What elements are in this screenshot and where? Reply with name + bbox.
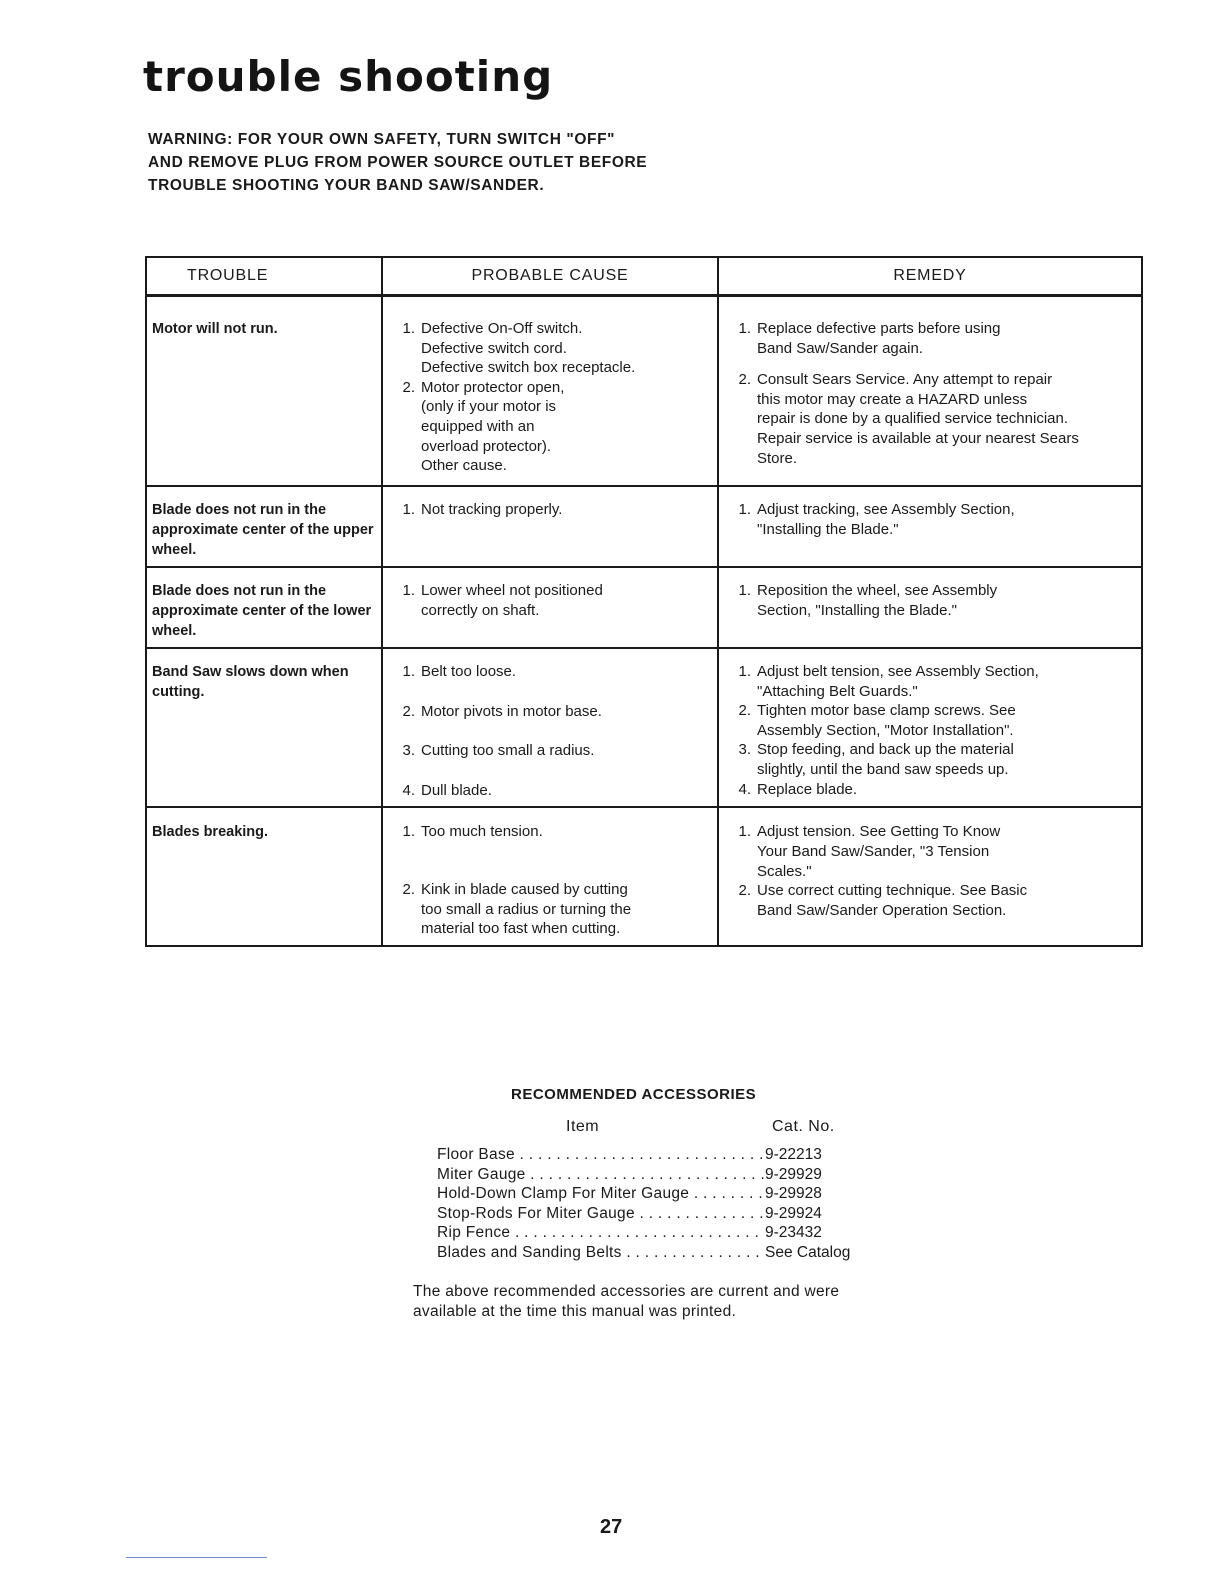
remedy-item [719, 701, 1135, 740]
item-text: Motor pivots in motor base. [421, 702, 602, 720]
safety-warning: WARNING: FOR YOUR OWN SAFETY, TURN SWITCH "OFF" AND REMOVE PLUG FROM POWER SOURCE OUTLET BEFORE TROUBLE SHOOTING YOUR BAND SAW/SANDER. [148, 131, 648, 194]
accessory-cat-no: 9-29928 [765, 1185, 822, 1203]
item-number: 4. [402, 781, 415, 799]
remedy-item [719, 881, 1135, 920]
remedy-cell [718, 567, 1142, 648]
accessories-note: The above recommended accessories are current and were available at the time this manual was printed. [413, 1283, 840, 1320]
list-item [437, 1165, 867, 1185]
item-number: 3. [738, 741, 751, 759]
cause-cell [382, 807, 718, 945]
item-text: Replace defective parts before using Band Saw/Sander again. [757, 320, 1001, 357]
item-number: 1. [402, 823, 415, 841]
accessory-cat-no: 9-29929 [765, 1165, 822, 1183]
item-number: 1. [402, 320, 415, 337]
list-item [437, 1223, 867, 1243]
item-text: Too much tension. [421, 823, 543, 841]
cause-item [383, 581, 711, 620]
item-number: 1. [738, 823, 751, 841]
accessory-cat-no: 9-23432 [765, 1224, 822, 1242]
item-number: 2. [402, 378, 415, 396]
item-number: 4. [738, 780, 751, 798]
accessories-list [437, 1145, 867, 1263]
footer-rule [126, 1557, 267, 1558]
item-text: Defective On-Off switch. Defective switch cord. Defective switch box receptacle. [421, 320, 636, 377]
remedy-item [719, 662, 1135, 701]
item-text: Motor protector open, (only if your motor is equipped with an overload protector). Other cause. [421, 378, 565, 475]
item-text: Not tracking properly. [421, 501, 563, 518]
accessory-name: Blades and Sanding Belts . . . [437, 1243, 765, 1263]
item-text: Cutting too small a radius. [421, 742, 595, 760]
item-text: Reposition the wheel, see Assembly Section, "Installing the Blade." [757, 582, 998, 619]
header-trouble: TROUBLE [146, 257, 382, 296]
accessories-cat-header: Cat. No. [772, 1118, 835, 1135]
item-text: Consult Sears Service. Any attempt to repair this motor may create a HAZARD unless repair is done by a qualified service technician. Repair service is available at your nearest Sears Store. [757, 371, 1079, 467]
table-row [146, 486, 1142, 567]
item-number: 1. [738, 320, 751, 337]
trouble-cell: Blades breaking. [146, 807, 382, 945]
item-number: 2. [738, 882, 751, 900]
item-number: 2. [738, 702, 751, 720]
cause-cell [382, 567, 718, 648]
item-number: 2. [738, 371, 751, 389]
item-text: Adjust tension. See Getting To Know Your Band Saw/Sander, "3 Tension Scales." [757, 823, 1001, 880]
item-number: 1. [738, 582, 751, 599]
accessory-cat-no: 9-29924 [765, 1204, 822, 1222]
item-text: Tighten motor base clamp screws. See Assembly Section, "Motor Installation". [757, 702, 1016, 739]
remedy-cell [718, 648, 1142, 807]
accessory-cat-no: 9-22213 [765, 1146, 822, 1163]
table-row [146, 567, 1142, 648]
accessory-name: Rip Fence . . . [437, 1223, 765, 1243]
item-text: Belt too loose. [421, 663, 517, 680]
remedy-cell [718, 807, 1142, 945]
troubleshooting-table [145, 256, 1143, 947]
cause-item [383, 781, 711, 801]
item-number: 1. [402, 582, 415, 599]
header-remedy: REMEDY [718, 257, 1142, 296]
item-text: Dull blade. [421, 781, 492, 799]
item-number: 1. [402, 501, 415, 518]
table-row [146, 296, 1142, 487]
item-text: Adjust belt tension, see Assembly Section, "Attaching Belt Guards." [757, 663, 1039, 700]
item-number: 1. [738, 663, 751, 680]
accessory-name: Floor Base . . . [437, 1145, 765, 1165]
remedy-item [719, 500, 1135, 539]
item-number: 1. [738, 501, 751, 518]
trouble-cell: Blade does not run in the approximate center of the upper wheel. [146, 486, 382, 567]
cause-cell [382, 486, 718, 567]
item-text: Lower wheel not positioned correctly on shaft. [421, 582, 603, 619]
accessory-name: Stop-Rods For Miter Gauge . . . [437, 1204, 765, 1224]
accessory-name: Miter Gauge . . . [437, 1165, 765, 1185]
list-item [437, 1145, 867, 1165]
list-item [437, 1204, 867, 1224]
accessory-name: Hold-Down Clamp For Miter Gauge . . . [437, 1184, 765, 1204]
item-number: 3. [402, 742, 415, 760]
cause-item [383, 880, 711, 939]
remedy-item [719, 581, 1135, 620]
accessories-title: RECOMMENDED ACCESSORIES [511, 1086, 757, 1103]
cause-item [383, 319, 711, 378]
item-number: 2. [402, 880, 415, 898]
remedy-item [719, 780, 1135, 800]
remedy-item [719, 370, 1135, 468]
item-text: Replace blade. [757, 780, 858, 798]
cause-cell [382, 296, 718, 487]
trouble-cell: Blade does not run in the approximate center of the lower wheel. [146, 567, 382, 648]
list-item [437, 1243, 867, 1263]
item-text: Adjust tracking, see Assembly Section, "Installing the Blade." [757, 501, 1015, 538]
item-text: Kink in blade caused by cutting too small a radius or turning the material too fast when cutting. [421, 880, 632, 938]
item-text: Stop feeding, and back up the material slightly, until the band saw speeds up. [757, 741, 1014, 778]
remedy-item [719, 740, 1135, 779]
table-row [146, 807, 1142, 945]
table-row [146, 648, 1142, 807]
remedy-item [719, 319, 1135, 358]
trouble-cell: Band Saw slows down when cutting. [146, 648, 382, 807]
cause-item [383, 662, 711, 682]
remedy-item [719, 822, 1135, 881]
cause-item [383, 702, 711, 722]
page-title: trouble shooting [143, 52, 554, 101]
cause-item [383, 500, 711, 520]
table-header-row [146, 257, 1142, 296]
list-item [437, 1184, 867, 1204]
item-number: 2. [402, 702, 415, 720]
remedy-cell [718, 486, 1142, 567]
header-probable-cause: PROBABLE CAUSE [382, 257, 718, 296]
accessories-item-header: Item [566, 1118, 600, 1135]
remedy-cell [718, 296, 1142, 487]
accessory-cat-no: See Catalog [765, 1243, 851, 1261]
cause-item [383, 378, 711, 476]
trouble-cell: Motor will not run. [146, 296, 382, 487]
cause-item [383, 822, 711, 842]
item-number: 1. [402, 663, 415, 680]
cause-cell [382, 648, 718, 807]
cause-item [383, 741, 711, 761]
page-number: 27 [600, 1516, 623, 1538]
item-text: Use correct cutting technique. See Basic Band Saw/Sander Operation Section. [757, 882, 1028, 919]
